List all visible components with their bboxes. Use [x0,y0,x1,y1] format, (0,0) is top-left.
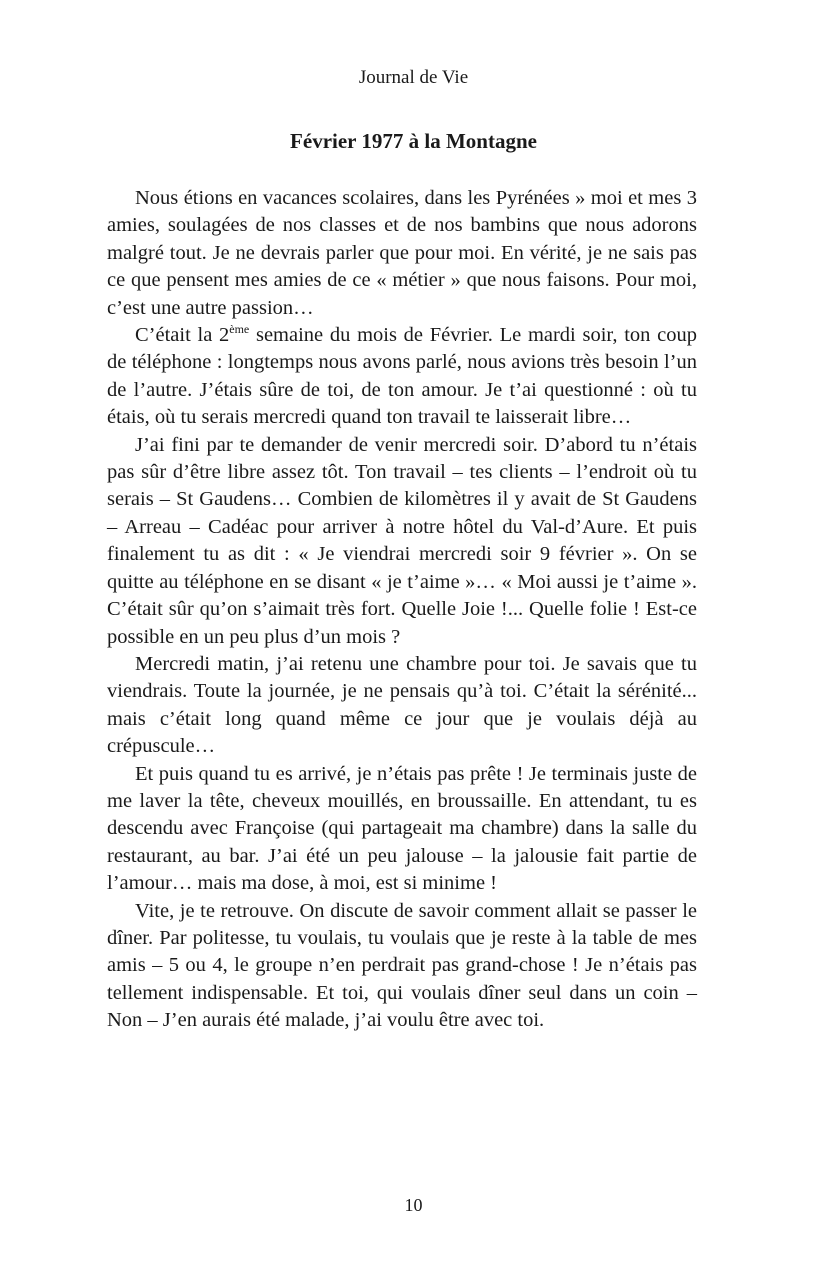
paragraph-2-start: C’était la 2 [135,324,230,347]
paragraph-3: J’ai fini par te demander de venir mercredi soir. D’abord tu n’étais pas sûr d’être libre assez tôt. Ton travail – tes clients – l’endroit où tu serais – St Gaudens… Combien de kilomètres il y avait de St Gaudens – Arreau – Cadéac pour arriver à notre hôtel du Val-d’Aure. Et puis finalement tu as dit : « Je viendrai mercredi soir 9 février ». On se quitte au téléphone en se disant « je t’aime »… « Moi aussi je t’aime ». C’était sûr qu’on s’aimait très fort. Quelle Joie !... Quelle folie ! Est-ce possible en un peu plus d’un mois ? [107,433,697,648]
paragraph-5: Et puis quand tu es arrivé, je n’étais pas prête ! Je terminais juste de me laver la tête, cheveux mouillés, en broussaille. En attendant, tu es descendu avec Françoise (qui partageait ma chambre) dans la salle du restaurant, au bar. J’ai été un peu jalouse – la jalousie fait partie de l’amour… mais ma dose, à moi, est si minime ! [107,762,697,895]
paragraph-2-rest: semaine du mois de Février. Le mardi soir, ton coup de téléphone : longtemps nous avons parlé, nous avions très besoin l’un de l’autre. J’étais sûre de toi, de ton amour. Je t’ai questionné : où tu étais, où tu serais mercredi quand ton travail te laisserait libre… [107,324,697,429]
ordinal-superscript: ème [229,322,250,337]
running-head: Journal de Vie [358,67,469,88]
paragraph-6: Vite, je te retrouve. On discute de savoir comment allait se passer le dîner. Par politesse, tu voulais, tu voulais que je reste à la table de mes amis – 5 ou 4, le groupe n’en perdrait pas grand-chose ! Je n’étais pas tellement indispensable. Et toi, qui voulais dîner seul dans un coin – Non – J’en aurais été malade, j’ai voulu être avec toi. [107,899,697,1032]
page-number: 10 [404,1195,423,1215]
paragraph-2 [107,322,697,432]
paragraph-4: Mercredi matin, j’ai retenu une chambre pour toi. Je savais que tu viendrais. Toute la journée, je ne pensais qu’à toi. C’était la sérénité... mais c’était long quand même ce jour que je voulais déjà au crépuscule… [107,652,697,758]
paragraph-1: Nous étions en vacances scolaires, dans les Pyrénées » moi et mes 3 amies, soulagées de nos classes et de nos bambins que nous adorons malgré tout. Je ne devrais parler que pour moi. En vérité, je ne sais pas ce que pensent mes amies de ce « métier » que nous faisons. Pour moi, c’est une autre passion… [107,187,697,319]
chapter-title: Février 1977 à la Montagne [290,129,537,153]
body-text [107,185,697,1035]
